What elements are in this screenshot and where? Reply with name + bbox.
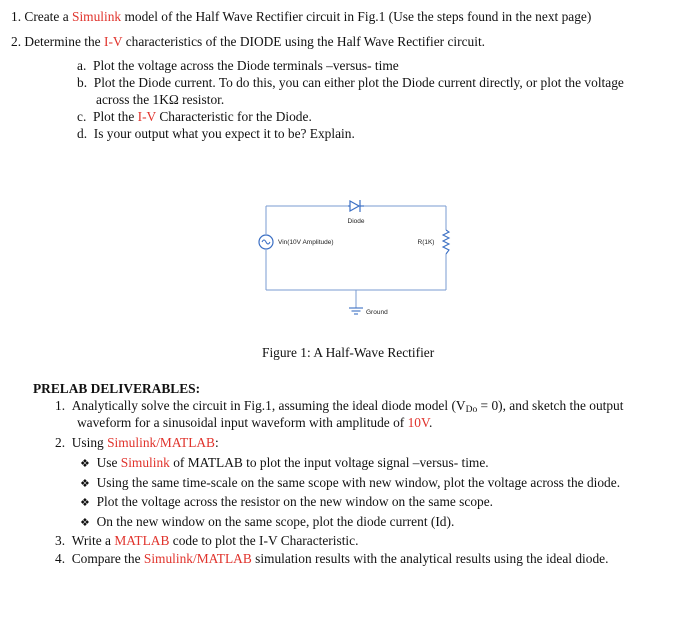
diamond-bullet-icon: ❖: [80, 478, 90, 490]
subitem-d: d. Is your output what you expect it to be? Explain.: [77, 126, 355, 141]
ac-source-icon: [259, 235, 273, 249]
simulink-term: Simulink: [72, 9, 122, 24]
source-label: Vin(10V Amplitude): [278, 239, 334, 246]
circuit-diagram: [254, 196, 464, 326]
bullet-2: ❖ Using the same time-scale on the same scope with new window, plot the voltage across the diode.: [80, 475, 621, 490]
resistor-icon: [443, 230, 449, 254]
subitem-b-cont: across the 1KΩ resistor.: [96, 92, 225, 107]
ground-icon: [349, 308, 363, 314]
iv-term: I-V: [103, 34, 123, 49]
prelab-item-2: 2. Using Simulink/MATLAB:: [55, 435, 219, 450]
resistor-label: R(1K): [417, 239, 435, 246]
subitem-c: c. Plot the I-V Characteristic for the Diode.: [77, 109, 312, 124]
diode-icon: [348, 200, 364, 212]
item-1: 1. Create a Simulink model of the Half Wave Rectifier circuit in Fig.1 (Use the steps found in the next page): [11, 9, 592, 24]
prelab-item-3: 3. Write a MATLAB code to plot the I-V Characteristic.: [55, 533, 359, 548]
ground-label: Ground: [366, 309, 388, 316]
prelab-heading: PRELAB DELIVERABLES:: [33, 381, 201, 396]
prelab-item-4: 4. Compare the Simulink/MATLAB simulation results with the analytical results using the ideal diode.: [55, 551, 609, 566]
bullet-4: ❖ On the new window on the same scope, plot the diode current (Id).: [80, 514, 455, 529]
prelab-item-1-cont: waveform for a sinusoidal input waveform with amplitude of 10V.: [77, 415, 433, 430]
item-2: 2. Determine the I-V characteristics of the DIODE using the Half Wave Rectifier circuit.: [11, 34, 486, 49]
figure-caption: Figure 1: A Half-Wave Rectifier: [262, 345, 435, 360]
bullet-3: ❖ Plot the voltage across the resistor on the new window on the same scope.: [80, 494, 494, 509]
diamond-bullet-icon: ❖: [80, 517, 90, 529]
bullet-1: ❖ Use Simulink of MATLAB to plot the input voltage signal –versus- time.: [80, 455, 489, 470]
subitem-b: b. Plot the Diode current. To do this, you can either plot the Diode current directly, or plot the voltage: [77, 75, 624, 90]
diamond-bullet-icon: ❖: [80, 497, 90, 509]
subitem-a: a. Plot the voltage across the Diode terminals –versus- time: [77, 58, 399, 73]
diode-label: Diode: [347, 218, 365, 225]
prelab-item-1: 1. Analytically solve the circuit in Fig.1, assuming the ideal diode model $(V_{Do} = 0)$, and sketch the output: [55, 398, 624, 415]
diamond-bullet-icon: ❖: [80, 458, 90, 470]
